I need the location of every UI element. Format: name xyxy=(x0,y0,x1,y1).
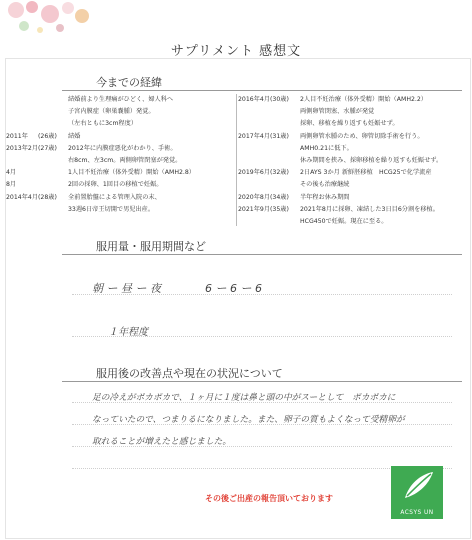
flower-decoration xyxy=(2,0,97,45)
history-age: (30歳) xyxy=(270,96,289,103)
history-entry: 結婚 xyxy=(68,132,81,140)
leaf-icon xyxy=(391,466,443,506)
history-date: 8月 xyxy=(6,181,17,189)
improvement-handwriting-2: なっていたので、つまりるになりました。また、卵子の質もよくなって受精卵が xyxy=(92,415,405,425)
history-date: 2019年6月 xyxy=(238,169,271,177)
history-entry: 1人目不妊治療（体外受精）開始（AMH2.8） xyxy=(68,169,195,177)
dosage-handwriting-1: 朝 ー 昼 ー 夜 6 ー 6 ー 6 xyxy=(92,282,262,295)
history-column-divider xyxy=(236,94,237,226)
acsys-logo xyxy=(391,466,443,519)
history-entry: AMH0.21に低下。 xyxy=(300,144,353,152)
history-entry: 両側卵管水腫のため、卵管切除手術を行う。 xyxy=(300,132,424,140)
history-entry: 子宮内膜症（卵巣嚢腫）発覚。 xyxy=(68,108,155,116)
birth-report-note: その後ご出産の報告頂いております xyxy=(205,494,333,503)
improvement-heading: 服用後の改善点や現在の状況について xyxy=(96,367,283,380)
history-entry: （左右ともに3cm程度） xyxy=(68,120,138,128)
history-entry: 2012年に内膜症悪化がわかり、手術。 xyxy=(68,144,177,152)
history-age: (28歳) xyxy=(38,193,57,201)
history-date: 2013年2月 xyxy=(6,144,39,152)
history-date: 2021年9月 xyxy=(238,205,271,213)
history-date: 2016年4月 xyxy=(238,96,271,103)
history-entry: 2回の採卵、1回目の移植で妊娠。 xyxy=(68,181,163,189)
history-age: (35歳) xyxy=(270,205,289,213)
dosage-handwriting-2: １年程度 xyxy=(108,327,148,338)
logo-text: ACSYS UN xyxy=(400,510,434,516)
history-entry: 両側卵管閉塞、水腫が発覚 xyxy=(300,108,375,116)
history-age: (27歳) xyxy=(38,144,57,152)
history-date: 2017年4月 xyxy=(238,132,271,140)
history-age: (34歳) xyxy=(270,193,289,201)
history-entry: 結婚前より生理痛がひどく、婦人科へ xyxy=(68,96,174,103)
history-table xyxy=(6,94,469,234)
history-date: 2014年4月 xyxy=(6,193,39,201)
improvement-handwriting-3: 取れることが増えたと感じました。 xyxy=(92,437,231,447)
history-date: 4月 xyxy=(6,169,17,177)
history-entry: 休み期間を挟み、採卵移植を繰り返すも妊娠せず。 xyxy=(300,157,443,164)
history-entry: 2021年8月に採卵、凍結した3日目6分割を移植。 xyxy=(300,205,439,213)
history-entry: その後も治療継続 xyxy=(300,181,350,189)
page-title: サプリメント 感想文 xyxy=(170,44,302,59)
history-age: (32歳) xyxy=(270,169,289,177)
history-entry: 33週6日帝王切開で男児出産。 xyxy=(68,205,155,213)
history-entry: 半年程お休み期間 xyxy=(300,193,350,201)
history-age: (26歳) xyxy=(38,132,57,140)
history-entry: 2日AYS 3か月 新鮮胚移植 HCG25で化学流産 xyxy=(300,169,432,177)
history-date: 2011年 xyxy=(6,132,28,140)
improvement-heading-rule xyxy=(62,381,462,382)
history-age: (31歳) xyxy=(270,132,289,140)
history-date: 2020年8月 xyxy=(238,193,271,201)
history-heading-rule xyxy=(62,90,462,91)
history-entry: HCG450で妊娠。現在に至る。 xyxy=(300,218,388,225)
dosage-heading-rule xyxy=(62,254,462,255)
history-entry: 2人目不妊治療（体外受精）開始（AMH2.2） xyxy=(300,96,427,103)
history-entry: 全前置胎盤による管理入院の末、 xyxy=(68,193,161,201)
improvement-handwriting-1: 足の冷えがポカポカで、１ヶ月に１度は鼻と頭の中がスーとして ポカポカに xyxy=(92,393,396,403)
history-entry: 採卵、移植を繰り返すも妊娠せず。 xyxy=(300,120,399,128)
history-heading: 今までの経緯 xyxy=(96,76,162,89)
history-entry: 右8cm、左3cm。両側卵管閉塞が発覚。 xyxy=(68,157,182,164)
dosage-heading: 服用量・服用期間など xyxy=(96,240,206,253)
